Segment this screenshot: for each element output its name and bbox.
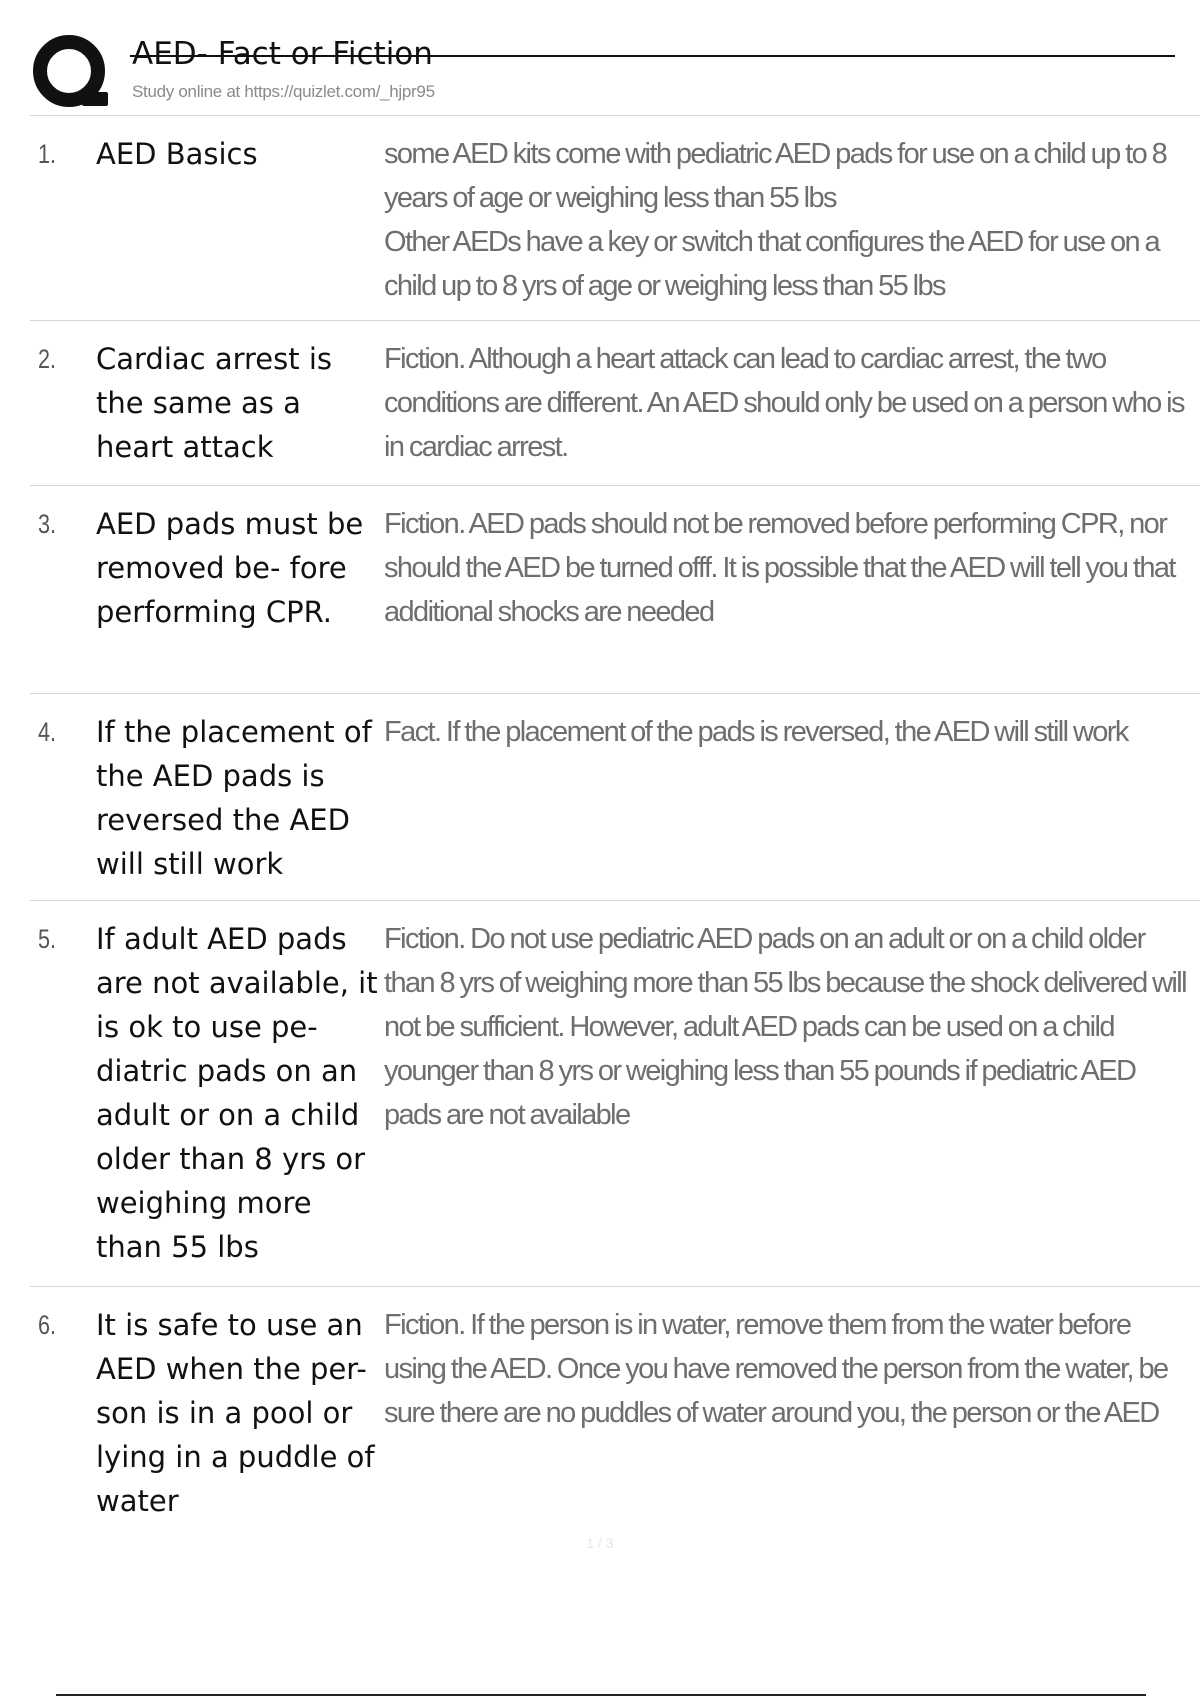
definition-paragraph: Other AEDs have a key or switch that configures the AED for use on a child up to 8 yrs of age or weighing less than 55 lbs (384, 226, 1160, 302)
bottom-divider (56, 1694, 1146, 1696)
page-number: 1 / 3 (586, 1535, 614, 1551)
card-term: If adult AED pads are not available, it is ok to use pe- diatric pads on an adult or on a child older than 8 yrs or weighing more than 55 lbs (96, 922, 378, 1264)
card-definition (378, 337, 1200, 485)
definition-paragraph: Fiction. AED pads should not be removed before performing CPR, nor should the AED be turned offf. It is possible that the AED will tell you that additional shocks are needed (384, 508, 1175, 628)
card-term: If the placement of the AED pads is reversed the AED will still work (96, 715, 372, 881)
card-definition (378, 710, 1200, 900)
document-title: AED- Fact or Fiction (132, 36, 433, 72)
definition-paragraph: Fact. If the placement of the pads is reversed, the AED will still work (384, 716, 1128, 748)
flashcard-row (30, 1286, 1200, 1536)
card-definition (378, 502, 1200, 693)
card-number: 6. (38, 1310, 57, 1340)
card-number: 2. (38, 344, 57, 374)
card-number: 3. (38, 509, 57, 539)
definition-paragraph: Fiction. If the person is in water, remove them from the water before using the AED. Once you have removed the person from the water, be sure there are no puddles of water around you, the person or the AED (384, 1309, 1168, 1429)
card-definition (378, 1303, 1200, 1536)
card-number: 5. (38, 924, 57, 954)
flashcard-row (30, 485, 1200, 693)
study-online-link[interactable]: Study online at https://quizlet.com/_hjpr95 (132, 82, 435, 101)
card-term: AED Basics (96, 137, 258, 171)
definition-paragraph: Fiction. Do not use pediatric AED pads on an adult or on a child older than 8 yrs of weighing more than 55 lbs because the shock delivered will not be sufficient. However, adult AED pads can be used on a child younger than 8 yrs or weighing less than 55 pounds if pediatric AED pads are not available (384, 923, 1186, 1131)
card-term: AED pads must be removed be- fore performing CPR. (96, 507, 364, 629)
card-definition (378, 132, 1200, 320)
flashcard-list (30, 115, 1200, 1536)
flashcard-row (30, 115, 1200, 320)
card-number: 4. (38, 717, 57, 747)
flashcard-row (30, 693, 1200, 900)
quizlet-q-logo-icon (32, 34, 114, 112)
card-term: Cardiac arrest is the same as a heart attack (96, 342, 333, 464)
flashcard-row (30, 900, 1200, 1286)
card-term: It is safe to use an AED when the per- son is in a pool or lying in a puddle of water (96, 1308, 375, 1518)
card-definition (378, 917, 1200, 1286)
card-number: 1. (38, 139, 57, 169)
definition-paragraph: some AED kits come with pediatric AED pads for use on a child up to 8 years of age or weighing less than 55 lbs (384, 138, 1167, 214)
document-header (32, 30, 1142, 110)
definition-paragraph: Fiction. Although a heart attack can lead to cardiac arrest, the two conditions are different. An AED should only be used on a person who is in cardiac arrest. (384, 343, 1184, 463)
flashcard-row (30, 320, 1200, 485)
